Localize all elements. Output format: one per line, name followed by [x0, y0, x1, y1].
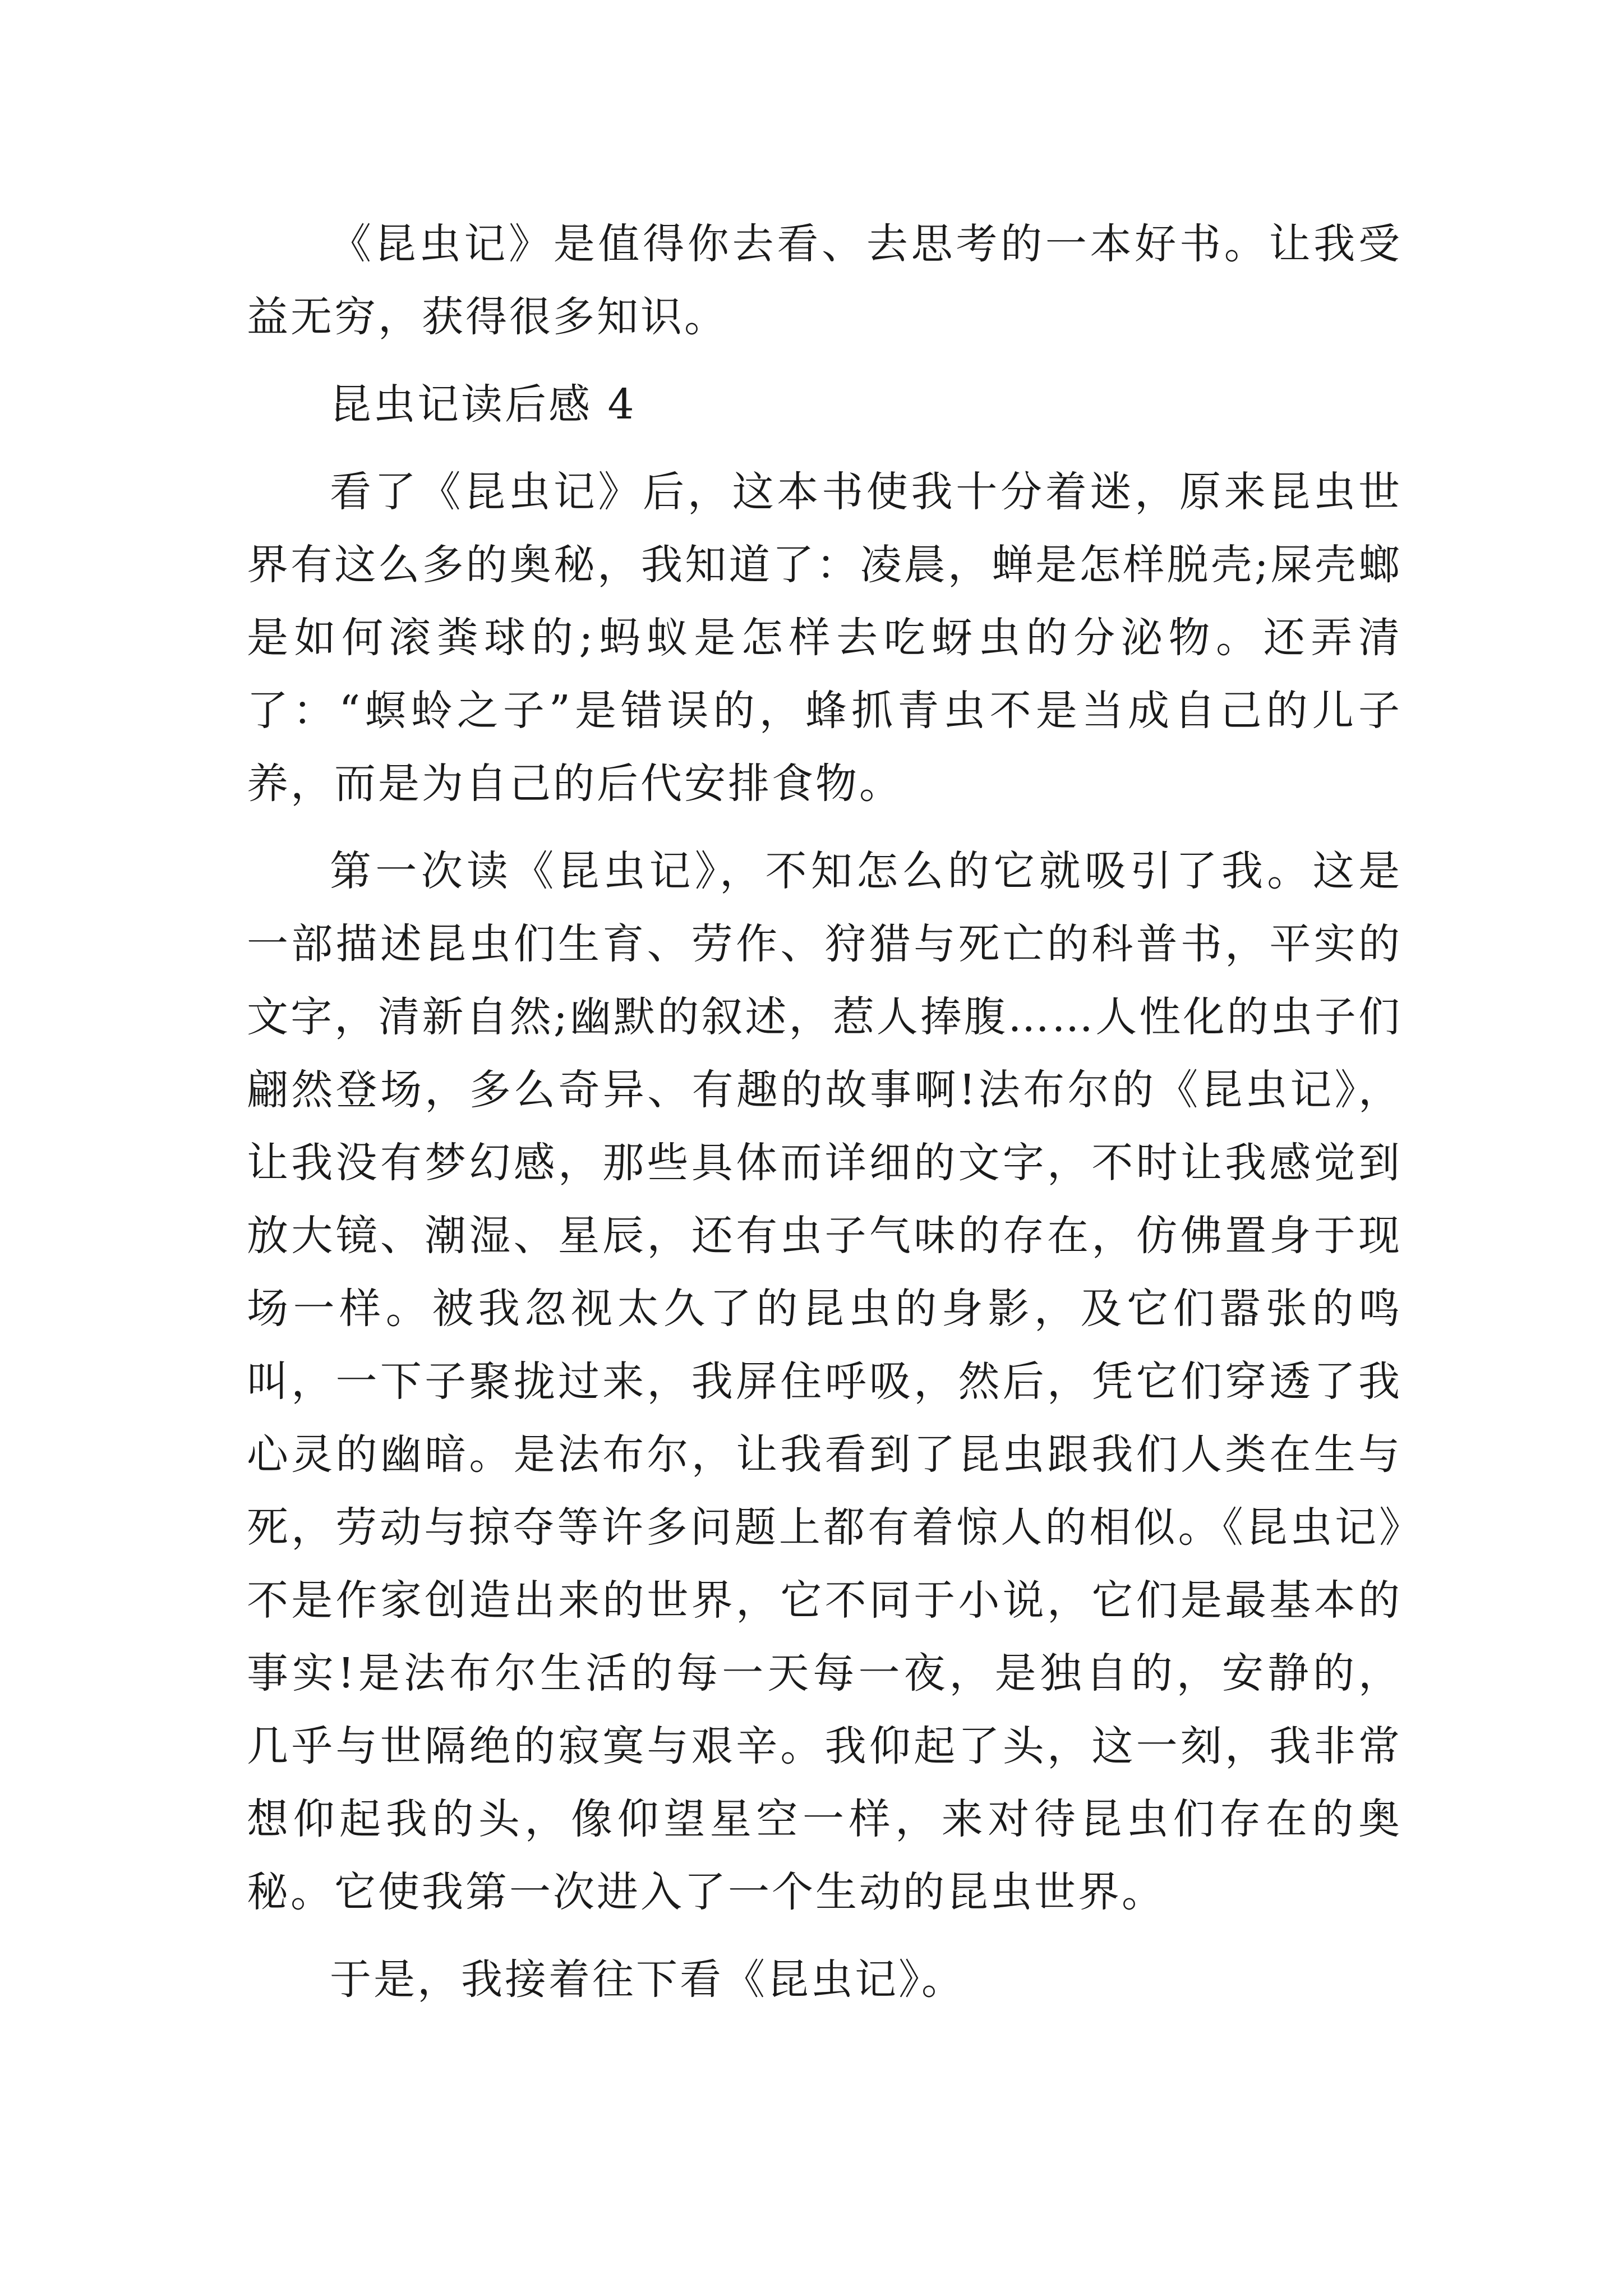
document-body: [247, 208, 1402, 2016]
paragraph-conclusion: 《昆虫记》是值得你去看、去思考的一本好书。让我受益无穷，获得很多知识。: [247, 220, 1402, 341]
paragraph-intro: 看了《昆虫记》后，这本书使我十分着迷，原来昆虫世界有这么多的奥秘，我知道了：凌晨，蝉是怎样脱壳;屎壳螂是如何滚粪球的;蚂蚁是怎样去吃蚜虫的分泌物。还弄清了：“螟蛉之子”是错误的，蜂抓青虫不是当成自己的儿子养，而是为自己的后代安排食物。: [247, 468, 1402, 808]
paragraph-first-reading: 第一次读《昆虫记》，不知怎么的它就吸引了我。这是一部描述昆虫们生育、劳作、狩猎与死亡的科普书，平实的文字，清新自然;幽默的叙述，惹人捧腹……人性化的虫子们翩然登场，多么奇异、有趣的故事啊!法布尔的《昆虫记》，让我没有梦幻感，那些具体而详细的文字，不时让我感觉到放大镜、潮湿、星辰，还有虫子气味的存在，仿佛置身于现场一样。被我忽视太久了的昆虫的身影，及它们嚣张的鸣叫，一下子聚拢过来，我屏住呼吸，然后，凭它们穿透了我心灵的幽暗。是法布尔，让我看到了昆虫跟我们人类在生与死，劳动与掠夺等许多问题上都有着惊人的相似。《昆虫记》不是作家创造出来的世界，它不同于小说，它们是最基本的事实!是法布尔生活的每一天每一夜，是独自的，安静的，几乎与世隔绝的寂寞与艰辛。我仰起了头，这一刻，我非常想仰起我的头，像仰望星空一样，来对待昆虫们存在的奥秘。它使我第一次进入了一个生动的昆虫世界。: [247, 847, 1402, 1916]
section-heading: 昆虫记读后感 4: [330, 380, 637, 429]
paragraph-continue-reading: 于是，我接着往下看《昆虫记》。: [330, 1955, 965, 2004]
